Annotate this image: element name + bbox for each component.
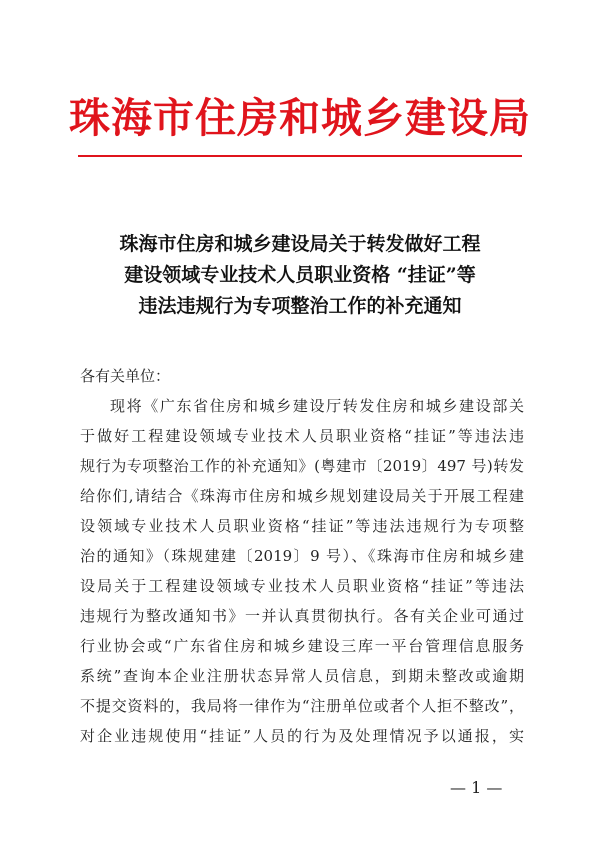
document-title-line: 违法违规行为专项整治工作的补充通知 <box>138 295 462 317</box>
page-number: — 1 — <box>450 778 503 797</box>
document-title <box>60 229 540 322</box>
letterhead-red-rule <box>78 155 522 157</box>
salutation: 各有关单位： <box>80 367 171 385</box>
document-title-line: 建设领域专业技术人员职业资格 “挂证”等 <box>124 264 476 286</box>
body-line: 给你们,请结合《珠海市住房和城乡规划建设局关于开展工程建 <box>80 487 524 505</box>
body-line: 于做好工程建设领域专业技术人员职业资格“挂证”等违法违 <box>80 427 524 445</box>
body-line: 现将《广东省住房和城乡建设厅转发住房和城乡建设部关 <box>110 397 524 415</box>
body-line: 设领域专业技术人员职业资格“挂证”等违法违规行为专项整 <box>80 517 524 535</box>
body-line: 规行为专项整治工作的补充通知》(粤建市〔2019〕497 号)转发 <box>80 457 524 475</box>
body-line: 治的通知》（珠规建建〔2019〕9 号）、《珠海市住房和城乡建 <box>80 547 524 565</box>
document-title-line: 珠海市住房和城乡建设局关于转发做好工程 <box>119 233 481 255</box>
body-line: 不提交资料的，我局将一律作为“注册单位或者个人拒不整改”， <box>80 697 524 715</box>
body-line: 系统”查询本企业注册状态异常人员信息，到期未整改或逾期 <box>80 667 524 685</box>
body-line: 违规行为整改通知书》一并认真贯彻执行。各有关企业可通过 <box>80 607 524 625</box>
body-line: 设局关于工程建设领域专业技术人员职业资格“挂证”等违法 <box>80 577 524 595</box>
body-paragraph <box>80 391 524 751</box>
letterhead-title: 珠海市住房和城乡建设局 <box>69 94 531 142</box>
body-line: 行业协会或“广东省住房和城乡建设三库一平台管理信息服务 <box>80 637 524 655</box>
body-line: 对企业违规使用“挂证”人员的行为及处理情况予以通报，实 <box>80 727 524 745</box>
